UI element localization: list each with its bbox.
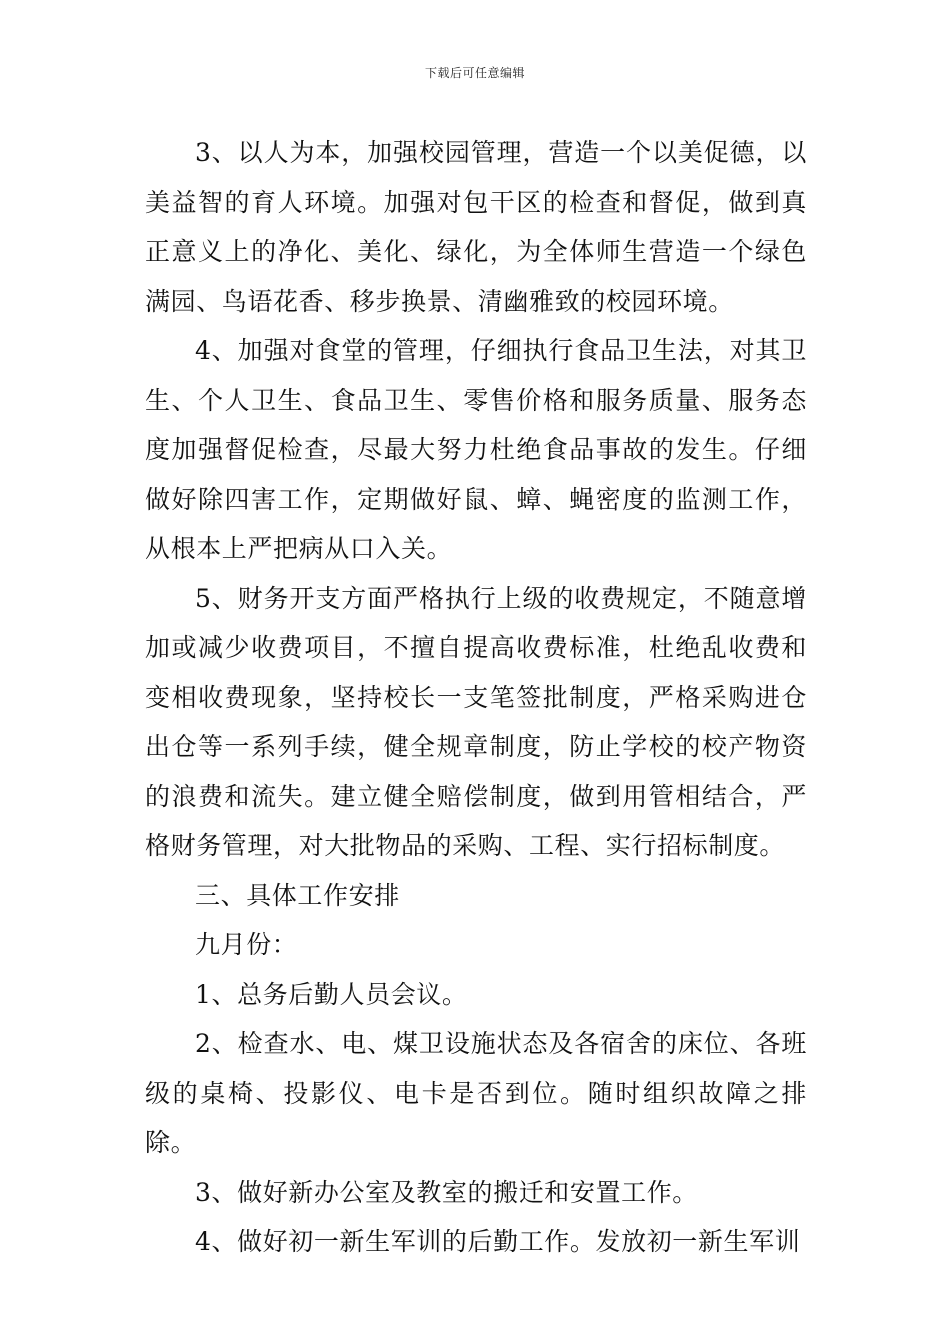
document-body bbox=[145, 128, 807, 1267]
list-item-4: 4、做好初一新生军训的后勤工作。发放初一新生军训 bbox=[195, 1227, 801, 1256]
paragraph-item-4-canteen-management: 4、加强对食堂的管理，仔细执行食品卫生法，对其卫生、个人卫生、食品卫生、零售价格和服务质量、服务态度加强督促检查，尽最大努力杜绝食品事故的发生。仔细做好除四害工作，定期做好鼠、蟑、蝇密度的监测工作，从根本上严把病从口入关。 bbox=[145, 336, 807, 563]
list-item-1: 1、总务后勤人员会议。 bbox=[195, 979, 468, 1009]
paragraph-item-3-campus-management: 3、以人为本，加强校园管理，营造一个以美促德，以美益智的育人环境。加强对包干区的检查和督促，做到真正意义上的净化、美化、绿化，为全体师生营造一个绿色满园、鸟语花香、移步换景、清幽雅致的校园环境。 bbox=[145, 138, 807, 316]
month-heading-september: 九月份： bbox=[195, 930, 298, 959]
list-item-3: 3、做好新办公室及教室的搬迁和安置工作。 bbox=[195, 1177, 698, 1207]
paragraph-item-5-finance: 5、财务开支方面严格执行上级的收费规定，不随意增加或减少收费项目，不擅自提高收费标准，杜绝乱收费和变相收费现象，坚持校长一支笔签批制度，严格采购进仓出仓等一系列手续，健全规章制度，防止学校的校产物资的浪费和流失。建立健全赔偿制度，做到用管相结合，严格财务管理，对大批物品的采购、工程、实行招标制度。 bbox=[145, 583, 807, 860]
section-heading-work-arrangement: 三、具体工作安排 bbox=[195, 880, 400, 910]
page-header: 下载后可任意编辑 bbox=[424, 66, 525, 80]
list-item-2: 2、检查水、电、煤卫设施状态及各宿舍的床位、各班级的桌椅、投影仪、电卡是否到位。随时组织故障之排除。 bbox=[145, 1029, 807, 1157]
